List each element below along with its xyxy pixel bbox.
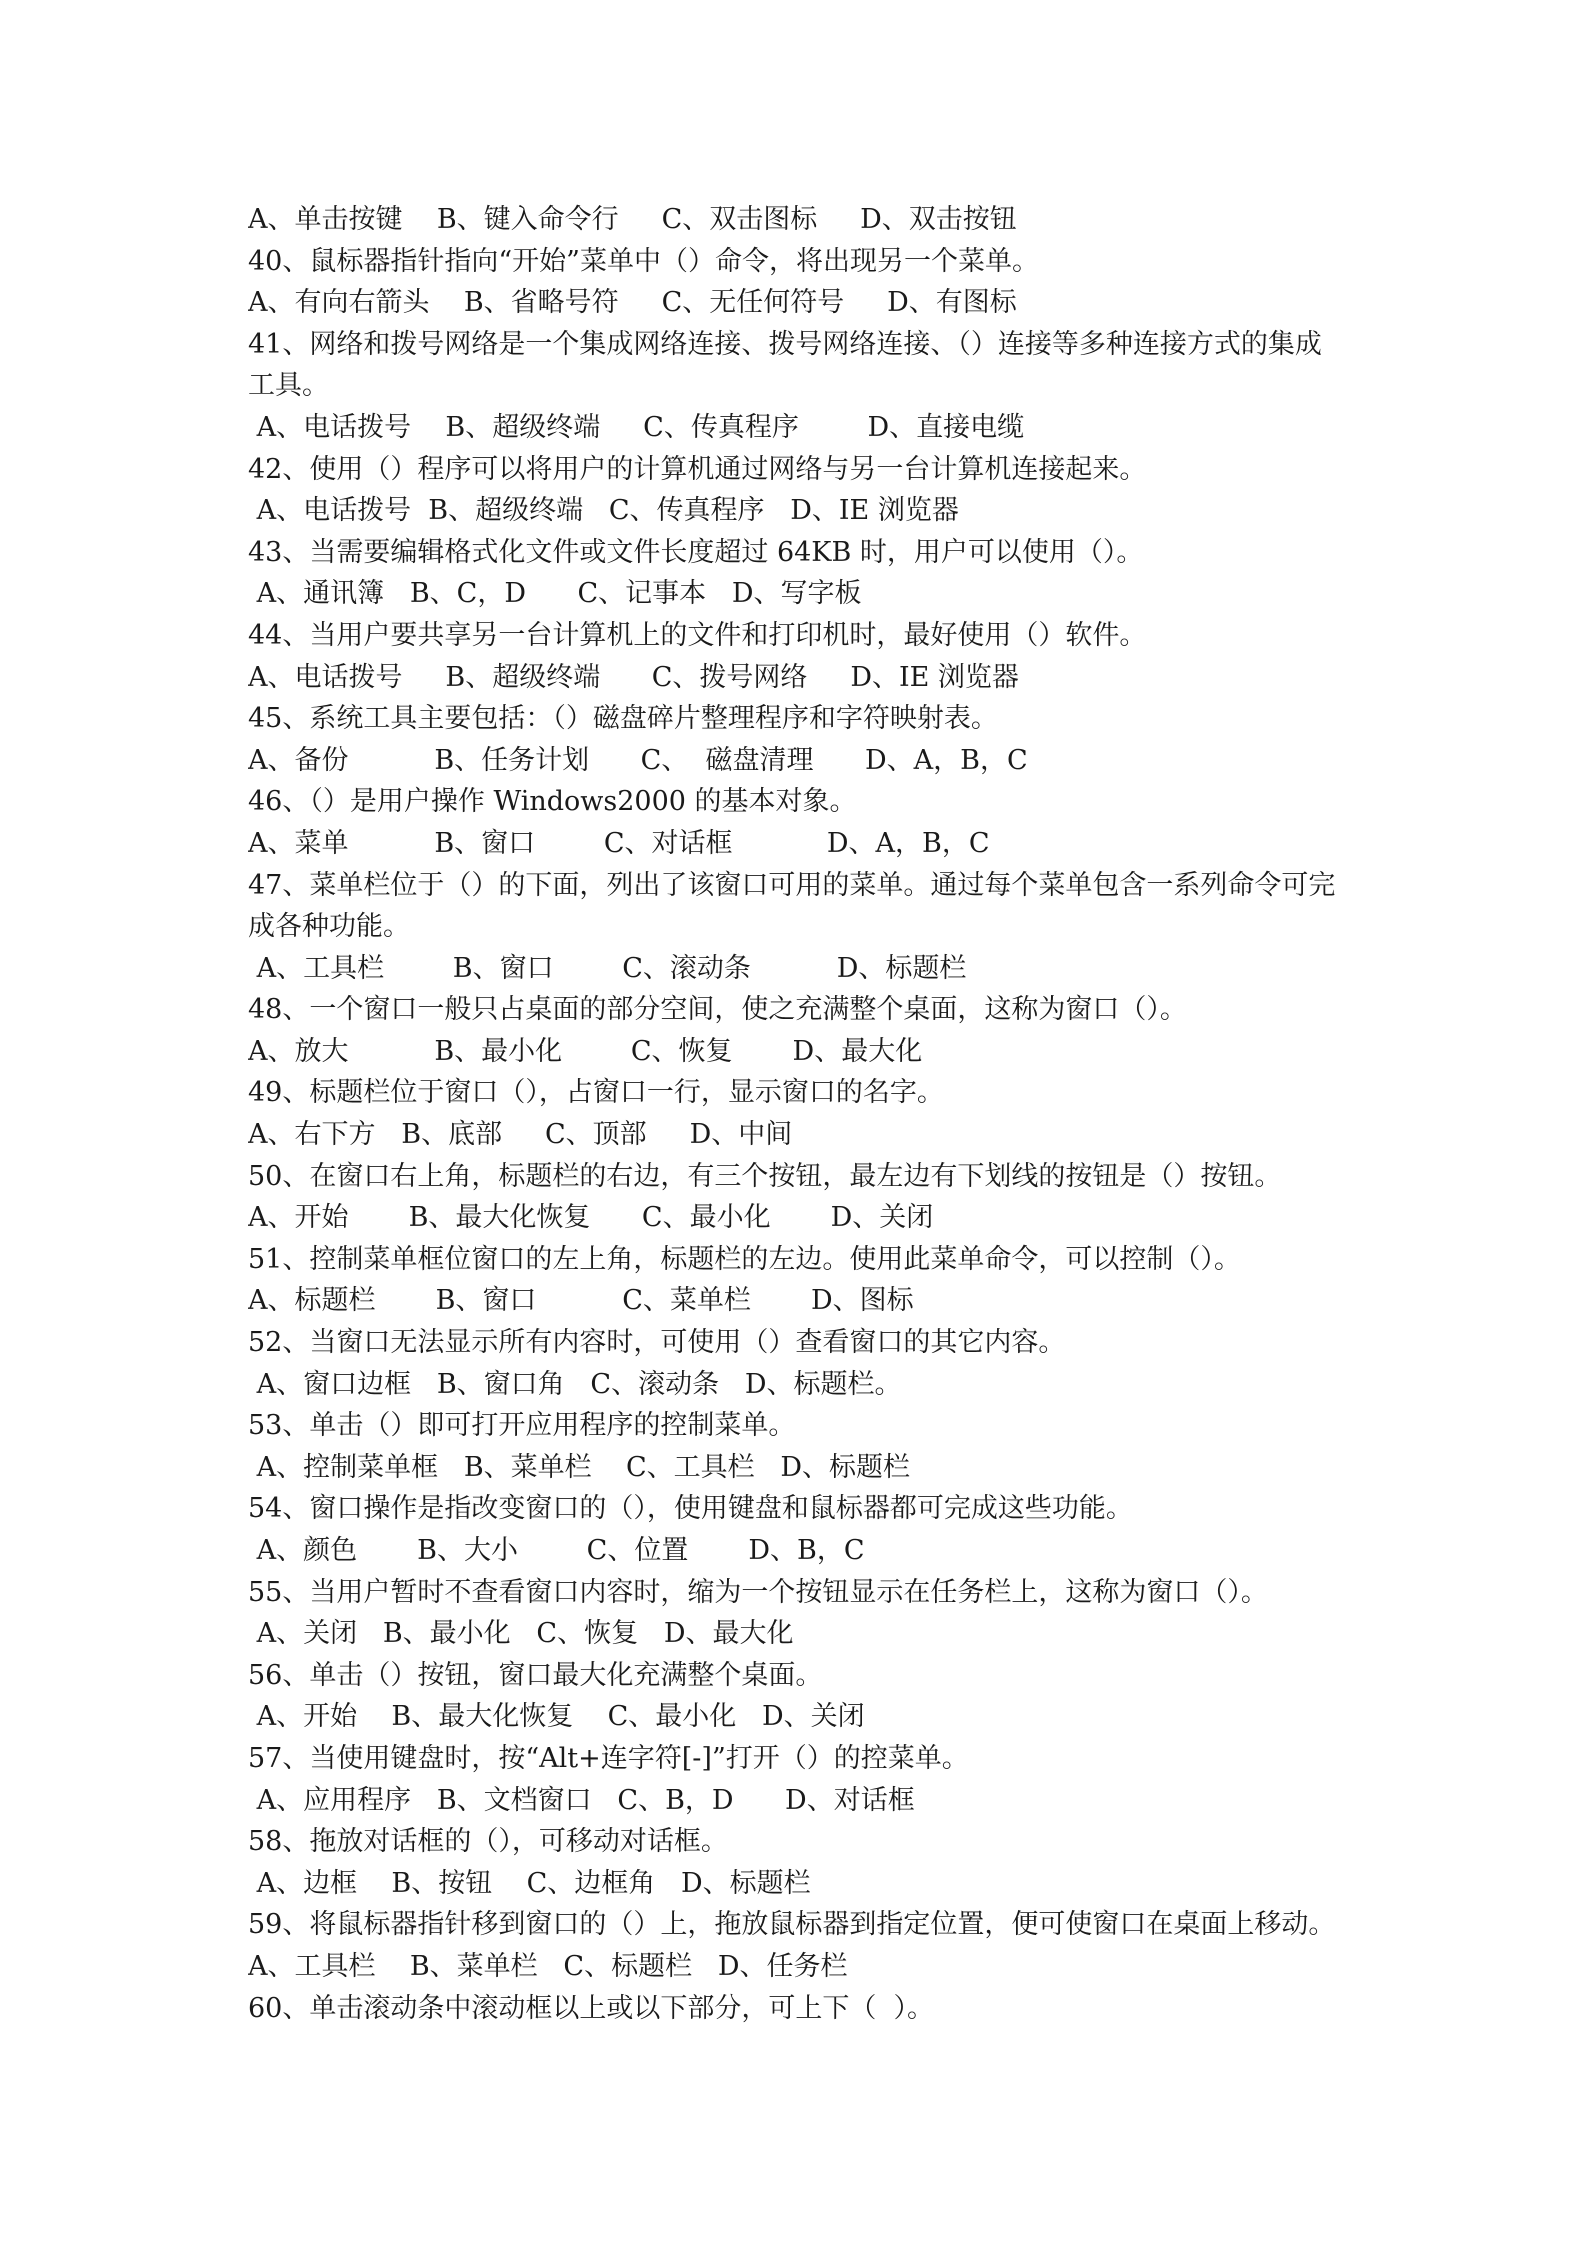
text-line: 47、菜单栏位于（）的下面，列出了该窗口可用的菜单。通过每个菜单包含一系列命令可完 — [248, 869, 1336, 901]
text-line: A、通讯簿 B、C，D C、记事本 D、写字板 — [248, 578, 862, 610]
text-line: 60、单击滚动条中滚动框以上或以下部分，可上下（ ）。 — [248, 1992, 935, 2024]
text-line: A、有向右箭头 B、省略号符 C、无任何符号 D、有图标 — [248, 287, 1017, 319]
text-line: 50、在窗口右上角，标题栏的右边，有三个按钮，最左边有下划线的按钮是（）按钮。 — [248, 1160, 1282, 1192]
text-line: 42、使用（）程序可以将用户的计算机通过网络与另一台计算机连接起来。 — [248, 453, 1147, 485]
text-line: 54、窗口操作是指改变窗口的（），使用键盘和鼠标器都可完成这些功能。 — [248, 1493, 1133, 1525]
text-line: 46、（）是用户操作 Windows2000 的基本对象。 — [248, 786, 857, 818]
text-line: A、窗口边框 B、窗口角 C、滚动条 D、标题栏。 — [248, 1368, 902, 1400]
text-line: A、关闭 B、最小化 C、恢复 D、最大化 — [248, 1618, 794, 1650]
text-line: A、单击按键 B、键入命令行 C、双击图标 D、双击按钮 — [248, 204, 1017, 235]
text-line: 45、系统工具主要包括：（）磁盘碎片整理程序和字符映射表。 — [248, 703, 998, 735]
text-line: 55、当用户暂时不查看窗口内容时，缩为一个按钮显示在任务栏上，这称为窗口（）。 — [248, 1576, 1268, 1608]
text-line: 成各种功能。 — [248, 911, 410, 943]
text-line: A、标题栏 B、窗口 C、菜单栏 D、图标 — [248, 1285, 914, 1317]
text-line: A、电话拨号 B、超级终端 C、传真程序 D、直接电缆 — [248, 411, 1025, 443]
text-line: 41、网络和拨号网络是一个集成网络连接、拨号网络连接、（）连接等多种连接方式的集成 — [248, 328, 1322, 360]
text-line: A、颜色 B、大小 C、位置 D、B，C — [248, 1535, 865, 1566]
text-line: 43、当需要编辑格式化文件或文件长度超过 64KB 时，用户可以使用（）。 — [248, 536, 1144, 568]
text-line: A、放大 B、最小化 C、恢复 D、最大化 — [248, 1035, 923, 1067]
text-line: 58、拖放对话框的（），可移动对话框。 — [248, 1826, 728, 1858]
text-line: A、控制菜单框 B、菜单栏 C、工具栏 D、标题栏 — [248, 1451, 911, 1483]
text-line: A、右下方 B、底部 C、顶部 D、中间 — [248, 1119, 793, 1151]
text-line: 48、一个窗口一般只占桌面的部分空间，使之充满整个桌面，这称为窗口（）。 — [248, 994, 1187, 1026]
text-line: A、应用程序 B、文档窗口 C、B，D D、对话框 — [248, 1784, 915, 1816]
text-line: 40、鼠标器指针指向“开始”菜单中（）命令，将出现另一个菜单。 — [248, 245, 1039, 277]
text-line: 59、将鼠标器指针移到窗口的（）上，拖放鼠标器到指定位置，便可使窗口在桌面上移动。 — [248, 1909, 1336, 1941]
text-line: A、开始 B、最大化恢复 C、最小化 D、关闭 — [248, 1701, 865, 1733]
text-line: 56、单击（）按钮，窗口最大化充满整个桌面。 — [248, 1659, 823, 1691]
text-line: 工具。 — [248, 370, 329, 402]
text-line: 49、标题栏位于窗口（），占窗口一行，显示窗口的名字。 — [248, 1077, 944, 1109]
text-line: A、菜单 B、窗口 C、对话框 D、A，B，C — [248, 827, 990, 859]
text-line: A、边框 B、按钮 C、边框角 D、标题栏 — [248, 1867, 811, 1899]
text-line: A、开始 B、最大化恢复 C、最小化 D、关闭 — [248, 1202, 934, 1234]
text-line: 51、控制菜单框位窗口的左上角，标题栏的左边。使用此菜单命令，可以控制（）。 — [248, 1243, 1241, 1275]
text-line: A、备份 B、任务计划 C、 磁盘清理 D、A，B，C — [248, 744, 1028, 776]
text-line: 57、当使用键盘时，按“Alt+连字符[-]”打开（）的控菜单。 — [248, 1742, 969, 1774]
text-line: 53、单击（）即可打开应用程序的控制菜单。 — [248, 1410, 796, 1442]
text-line: A、电话拨号 B、超级终端 C、拨号网络 D、IE 浏览器 — [248, 661, 1019, 693]
text-line: 44、当用户要共享另一台计算机上的文件和打印机时，最好使用（）软件。 — [248, 619, 1147, 651]
text-line: 52、当窗口无法显示所有内容时，可使用（）查看窗口的其它内容。 — [248, 1327, 1066, 1359]
text-line: A、工具栏 B、窗口 C、滚动条 D、标题栏 — [248, 952, 967, 984]
text-line: A、工具栏 B、菜单栏 C、标题栏 D、任务栏 — [248, 1950, 848, 1982]
question-list — [248, 199, 1358, 2029]
text-line: A、电话拨号 B、超级终端 C、传真程序 D、IE 浏览器 — [248, 495, 959, 527]
